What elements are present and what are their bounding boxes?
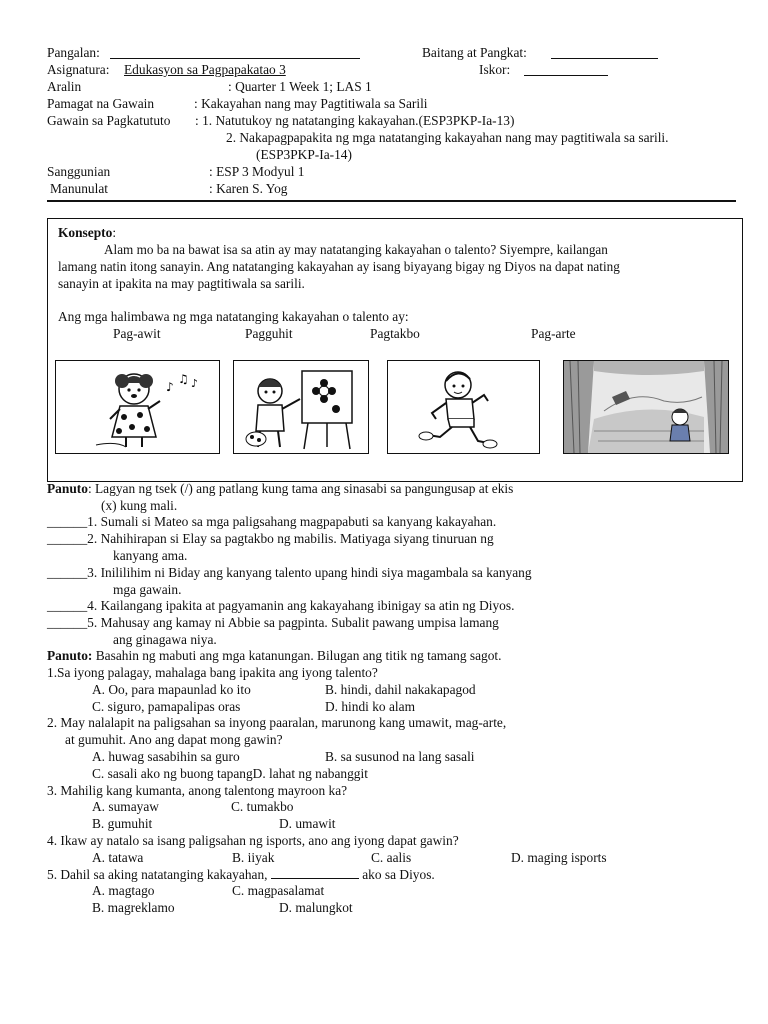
aralin-value: : Quarter 1 Week 1; LAS 1 (228, 79, 372, 94)
q5-answer-blank[interactable] (271, 866, 359, 879)
drawing-boy-image (233, 360, 369, 454)
q4-choice-b[interactable]: B. iiyak (232, 850, 275, 865)
q4-choice-d[interactable]: D. maging isports (511, 850, 607, 865)
talent-label-drawing: Pagguhit (245, 326, 293, 341)
konsepto-para-line-2: lamang natin itong sanayin. Ang natatanging kakayahan ay isang biyayang bigay ng Diyos na dapat nating (58, 259, 620, 274)
gawain-item-2-code: (ESP3PKP-Ia-14) (256, 147, 352, 162)
question-1: 1.Sa iyong palagay, mahalaga bang ipakita ang iyong talento? (47, 665, 378, 680)
pamagat-value: : Kakayahan nang may Pagtitiwala sa Sarili (194, 96, 428, 111)
tf-item-3: ______3. Inililihim ni Biday ang kanyang talento upang hindi siya magambala sa kanyang (47, 565, 532, 580)
q1-choice-b[interactable]: B. hindi, dahil nakakapagod (325, 682, 476, 697)
question-4: 4. Ikaw ay natalo sa isang paligsahan ng isports, ano ang iyong dapat gawin? (47, 833, 459, 848)
talent-label-running: Pagtakbo (370, 326, 420, 341)
tf-item-1: ______1. Sumali si Mateo sa mga paligsahang magpapabuti sa kanyang kakayahan. (47, 514, 497, 529)
tf-item-3-cont: mga gawain. (113, 582, 182, 597)
pangalan-blank[interactable] (110, 46, 360, 59)
q2-choice-a[interactable]: A. huwag sasabihin sa guro (92, 749, 240, 764)
svg-text:♪: ♪ (191, 377, 199, 390)
baitang-blank[interactable] (551, 46, 658, 59)
examples-intro: Ang mga halimbawa ng mga natatanging kakayahan o talento ay: (58, 309, 409, 324)
iskor-blank[interactable] (524, 63, 608, 76)
gawain-label: Gawain sa Pagkatututo (47, 113, 171, 128)
tf-item-2: ______2. Nahihirapan si Elay sa pagtakbo ng mabilis. Matiyaga siyang tinuruan ng (47, 531, 494, 546)
q2-choice-b[interactable]: B. sa susunod na lang sasali (325, 749, 475, 764)
asignatura-label: Asignatura: (47, 62, 110, 77)
panuto-1-line-1: Panuto: Lagyan ng tsek (/) ang patlang kung tama ang sinasabi sa pangungusap at ekis (47, 481, 514, 496)
answer-blank[interactable]: ______ (47, 598, 88, 613)
header-divider (47, 200, 736, 202)
baitang-label: Baitang at Pangkat: (422, 45, 527, 60)
konsepto-para-line-3: sanayin at ipakita na may pagtitiwala sa sarili. (58, 276, 305, 291)
talent-label-singing: Pag-awit (113, 326, 161, 341)
q1-choice-c[interactable]: C. siguro, pamapalipas oras (92, 699, 241, 714)
talent-label-acting: Pag-arte (531, 326, 576, 341)
gawain-item-1: : 1. Natutukoy ng natatanging kakayahan.(ESP3PKP-Ia-13) (195, 113, 515, 128)
tf-item-5-cont: ang ginagawa niya. (113, 632, 217, 647)
q3-choice-c[interactable]: C. tumakbo (231, 799, 294, 814)
q3-choice-d[interactable]: D. umawit (279, 816, 336, 831)
acting-stage-image (563, 360, 729, 454)
manunulat-value: : Karen S. Yog (209, 181, 288, 196)
answer-blank[interactable]: ______ (47, 531, 88, 546)
q5-choice-d[interactable]: D. malungkot (279, 900, 353, 915)
manunulat-label: Manunulat (50, 181, 109, 196)
singing-girl-image (55, 360, 220, 454)
aralin-label: Aralin (47, 79, 82, 94)
sanggunian-label: Sanggunian (47, 164, 111, 179)
q1-choice-a[interactable]: A. Oo, para mapaunlad ko ito (92, 682, 251, 697)
svg-text:♫: ♫ (178, 372, 189, 386)
q4-choice-c[interactable]: C. aalis (371, 850, 412, 865)
question-2-cont: at gumuhit. Ano ang dapat mong gawin? (65, 732, 283, 747)
sanggunian-value: : ESP 3 Modyul 1 (209, 164, 305, 179)
tf-item-5: ______5. Mahusay ang kamay ni Abbie sa pagpinta. Subalit pawang umpisa lamang (47, 615, 499, 630)
pangalan-label: Pangalan: (47, 45, 100, 60)
tf-item-2-cont: kanyang ama. (113, 548, 188, 563)
answer-blank[interactable]: ______ (47, 615, 88, 630)
question-3: 3. Mahilig kang kumanta, anong talentong mayroon ka? (47, 783, 348, 798)
q4-choice-a[interactable]: A. tatawa (92, 850, 144, 865)
answer-blank[interactable]: ______ (47, 514, 88, 529)
asignatura-value: Edukasyon sa Pagpapakatao 3 (124, 62, 286, 77)
q5-choice-b[interactable]: B. magreklamo (92, 900, 175, 915)
konsepto-heading: Konsepto: (58, 225, 117, 240)
tf-item-4: ______4. Kailangang ipakita at pagyamanin ang kakayahang ibinigay sa atin ng Diyos. (47, 598, 515, 613)
konsepto-para-line-1: Alam mo ba na bawat isa sa atin ay may natatanging kakayahan o talento? Siyempre, kailangan (104, 242, 608, 257)
running-boy-image (387, 360, 540, 454)
q2-choice-c-d[interactable]: C. sasali ako ng buong tapangD. lahat ng nabanggit (92, 766, 368, 781)
iskor-label: Iskor: (479, 62, 511, 77)
q3-choice-b[interactable]: B. gumuhit (92, 816, 153, 831)
question-5: 5. Dahil sa aking natatanging kakayahan, ako sa Diyos. (47, 867, 435, 882)
q5-choice-c[interactable]: C. magpasalamat (232, 883, 325, 898)
answer-blank[interactable]: ______ (47, 565, 88, 580)
q5-choice-a[interactable]: A. magtago (92, 883, 155, 898)
gawain-item-2: 2. Nakapagpapakita ng mga natatanging kakayahan nang may pagtitiwala sa sarili. (226, 130, 669, 145)
q1-choice-d[interactable]: D. hindi ko alam (325, 699, 416, 714)
panuto-1-line-2: (x) kung mali. (101, 498, 178, 513)
q3-choice-a[interactable]: A. sumayaw (92, 799, 159, 814)
question-2: 2. May nalalapit na paligsahan sa inyong paaralan, marunong kang umawit, mag-arte, (47, 715, 507, 730)
svg-text:♪: ♪ (166, 380, 174, 394)
panuto-2-heading: Panuto: Basahin ng mabuti ang mga katanungan. Bilugan ang titik ng tamang sagot. (47, 648, 502, 663)
pamagat-label: Pamagat na Gawain (47, 96, 155, 111)
